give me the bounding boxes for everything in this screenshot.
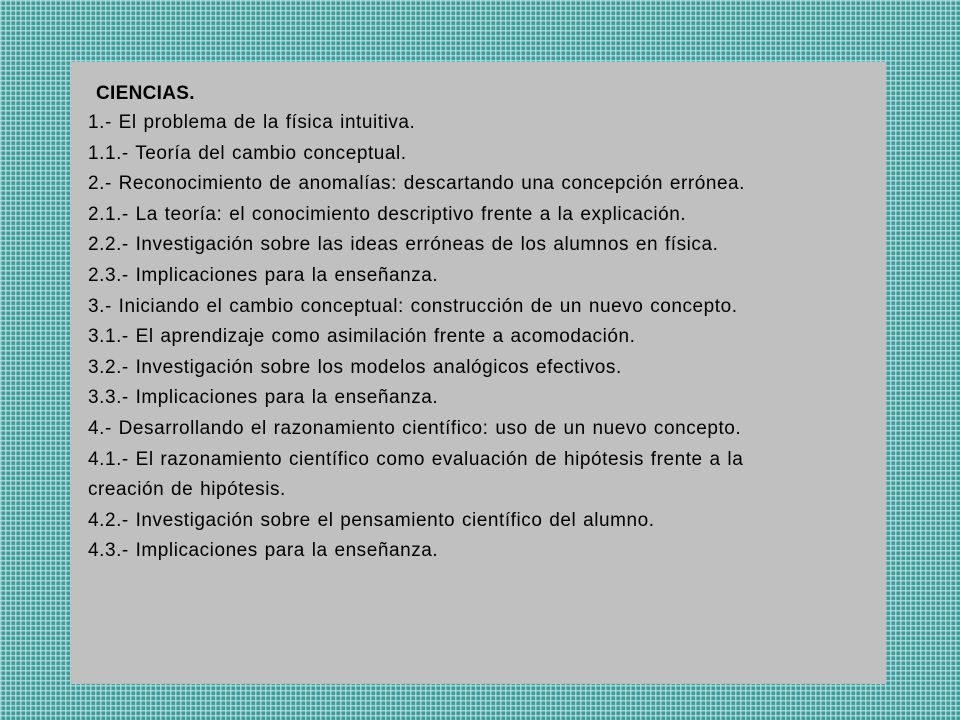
outline-item-4-1-continued: creación de hipótesis.: [88, 479, 286, 501]
slide-content: [88, 80, 888, 567]
outline-item-2-2: 2.2.- Investigación sobre las ideas erróneas de los alumnos en física.: [88, 234, 719, 256]
outline-item-3: 3.- Iniciando el cambio conceptual: construcción de un nuevo concepto.: [88, 295, 738, 317]
outline-item-1: 1.- El problema de la física intuitiva.: [88, 112, 416, 133]
outline-item-4: 4.- Desarrollando el razonamiento científico: uso de un nuevo concepto.: [88, 417, 742, 439]
outline-item-4-2: 4.2.- Investigación sobre el pensamiento científico del alumno.: [88, 509, 655, 531]
slide-title: CIENCIAS.: [96, 83, 195, 104]
outline-item-3-1: 3.1.- El aprendizaje como asimilación frente a acomodación.: [88, 326, 636, 348]
outline-item-4-3: 4.3.- Implicaciones para la enseñanza.: [88, 540, 439, 562]
outline-item-2: 2.- Reconocimiento de anomalías: descartando una concepción errónea.: [88, 173, 746, 195]
outline-item-3-2: 3.2.- Investigación sobre los modelos analógicos efectivos.: [88, 356, 622, 378]
outline-item-3-3: 3.3.- Implicaciones para la enseñanza.: [88, 387, 439, 409]
outline-list: [88, 108, 888, 567]
outline-item-4-1: 4.1.- El razonamiento científico como evaluación de hipótesis frente a la: [88, 448, 744, 470]
outline-item-1-1: 1.1.- Teoría del cambio conceptual.: [88, 142, 407, 164]
outline-item-2-3: 2.3.- Implicaciones para la enseñanza.: [88, 264, 439, 286]
outline-item-2-1: 2.1.- La teoría: el conocimiento descriptivo frente a la explicación.: [88, 203, 687, 225]
